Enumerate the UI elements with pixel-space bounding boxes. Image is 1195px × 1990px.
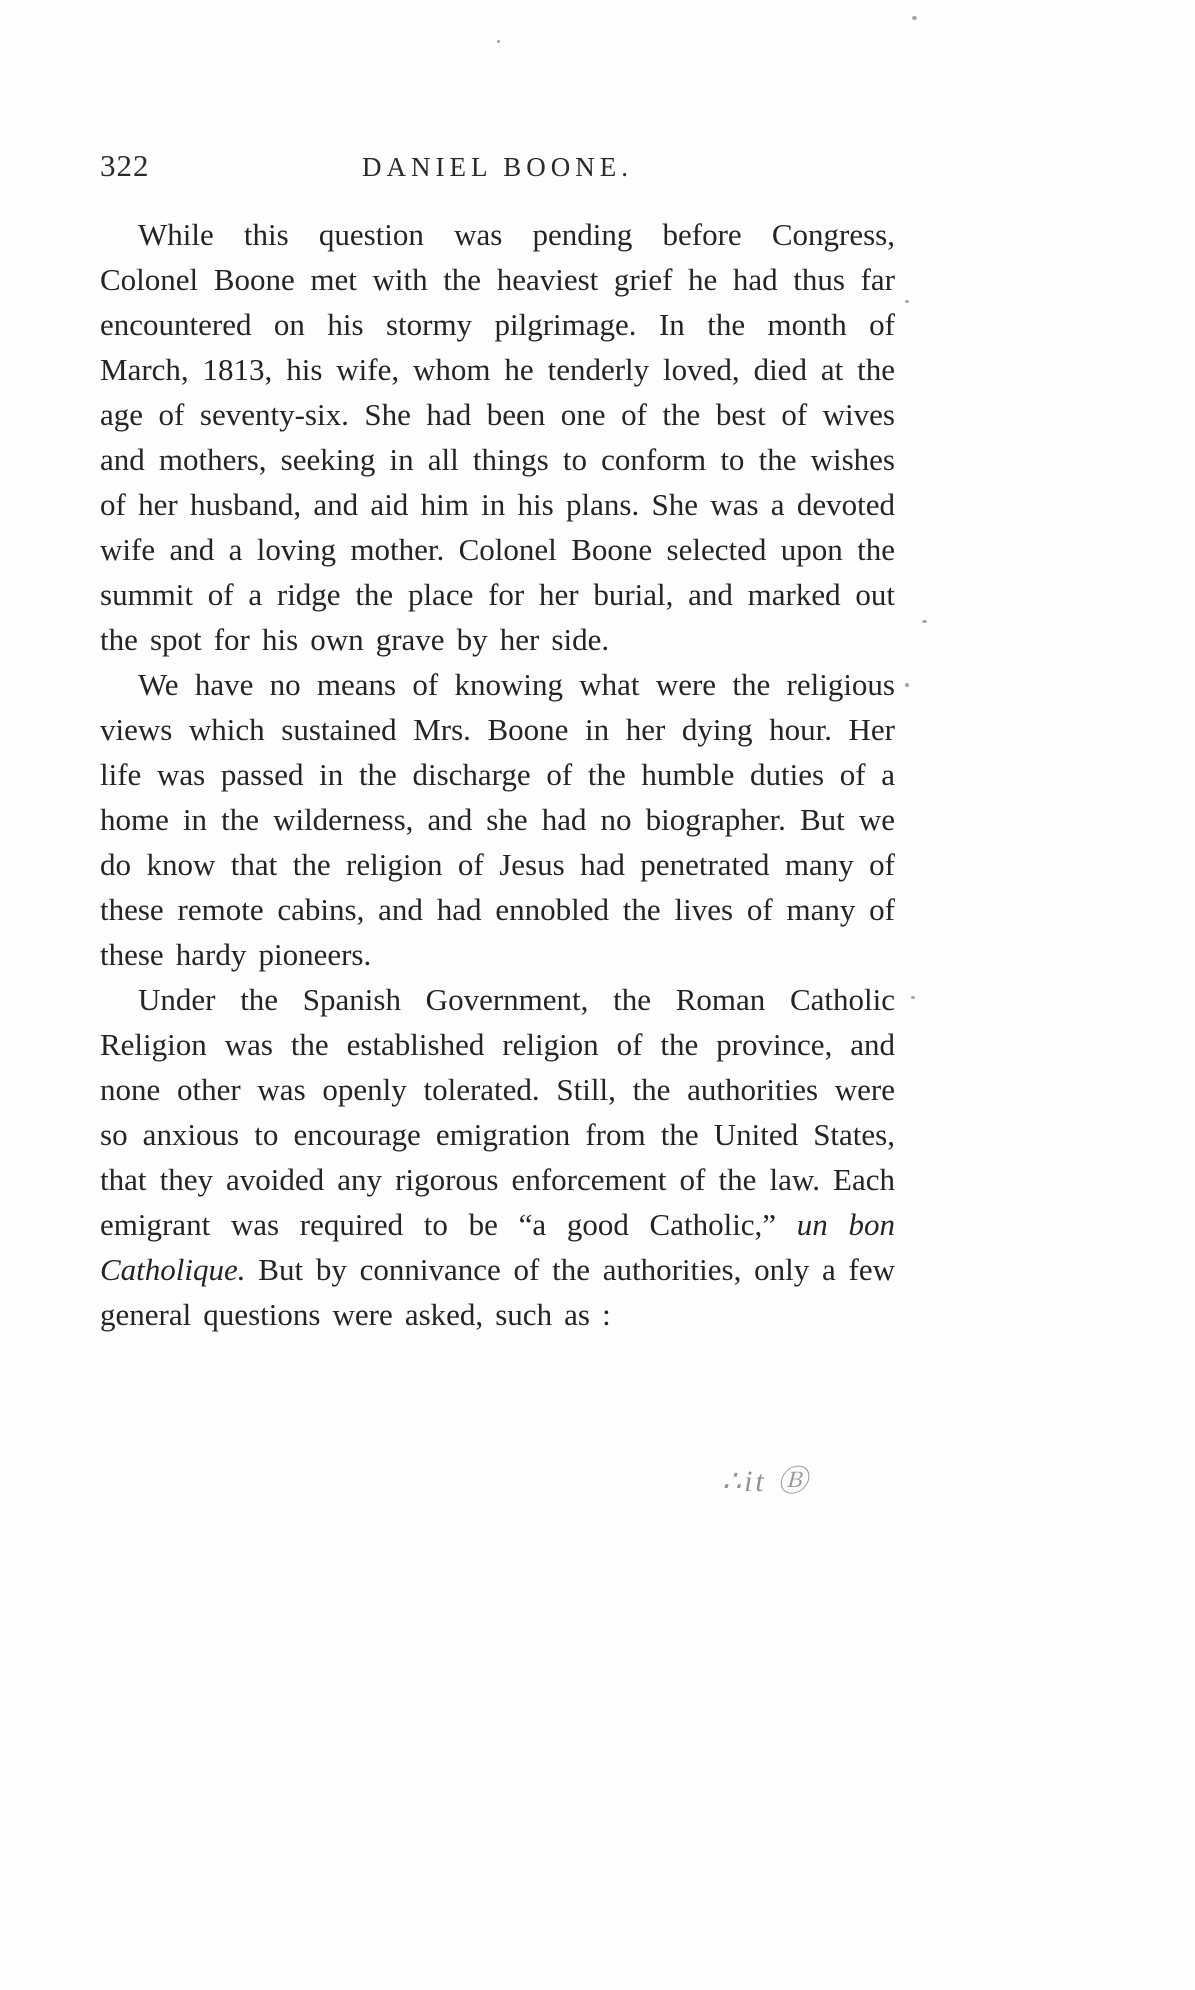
ink-speck	[922, 620, 927, 623]
ink-speck	[905, 300, 909, 303]
ink-speck	[911, 996, 915, 999]
paragraph-2: We have no means of knowing what were the religious views which sustained Mrs. Boone in her dying hour. Her life was passed in the discharge of the humble duties of a home in the wilderness, and she had no biographer. But we do know that the religion of Jesus had penetrated many of these remote cabins, and had ennobled the lives of many of these hardy pioneers.	[100, 667, 895, 972]
ink-speck	[497, 40, 500, 43]
paragraph-3-text-continued: But by connivance of the authorities, only a few general questions were asked, such as :	[100, 1252, 895, 1332]
paragraph-1: While this question was pending before Congress, Colonel Boone met with the heaviest grief he had thus far encountered on his stormy pilgrimage. In the month of March, 1813, his wife, whom he tenderly loved, died at the age of seventy-six. She had been one of the best of wives and mothers, seeking in all things to conform to the wishes of her husband, and aid him in his plans. She was a devoted wife and a loving mother. Colonel Boone selected upon the summit of a ridge the place for her burial, and marked out the spot for his own grave by her side.	[100, 217, 895, 657]
page-header	[100, 148, 895, 184]
page-number: 322	[100, 148, 150, 183]
italic-phrase: un bon Catholique.	[100, 1207, 895, 1287]
handwritten-mark: ∴it Ⓑ	[722, 1465, 811, 1498]
body-text	[100, 212, 895, 1337]
paragraph-3	[100, 977, 895, 1337]
running-title: DANIEL BOONE.	[362, 152, 633, 182]
paragraph-3-text: Under the Spanish Government, the Roman Catholic Religion was the established religion of the province, and none other was openly tolerated. Still, the authorities were so anxious to encourage emigration from the United States, that they avoided any rigorous enforcement of the law. Each emigrant was required to be “a good Catholic,”	[100, 982, 895, 1242]
ink-speck	[905, 683, 909, 687]
ink-speck	[912, 16, 917, 20]
